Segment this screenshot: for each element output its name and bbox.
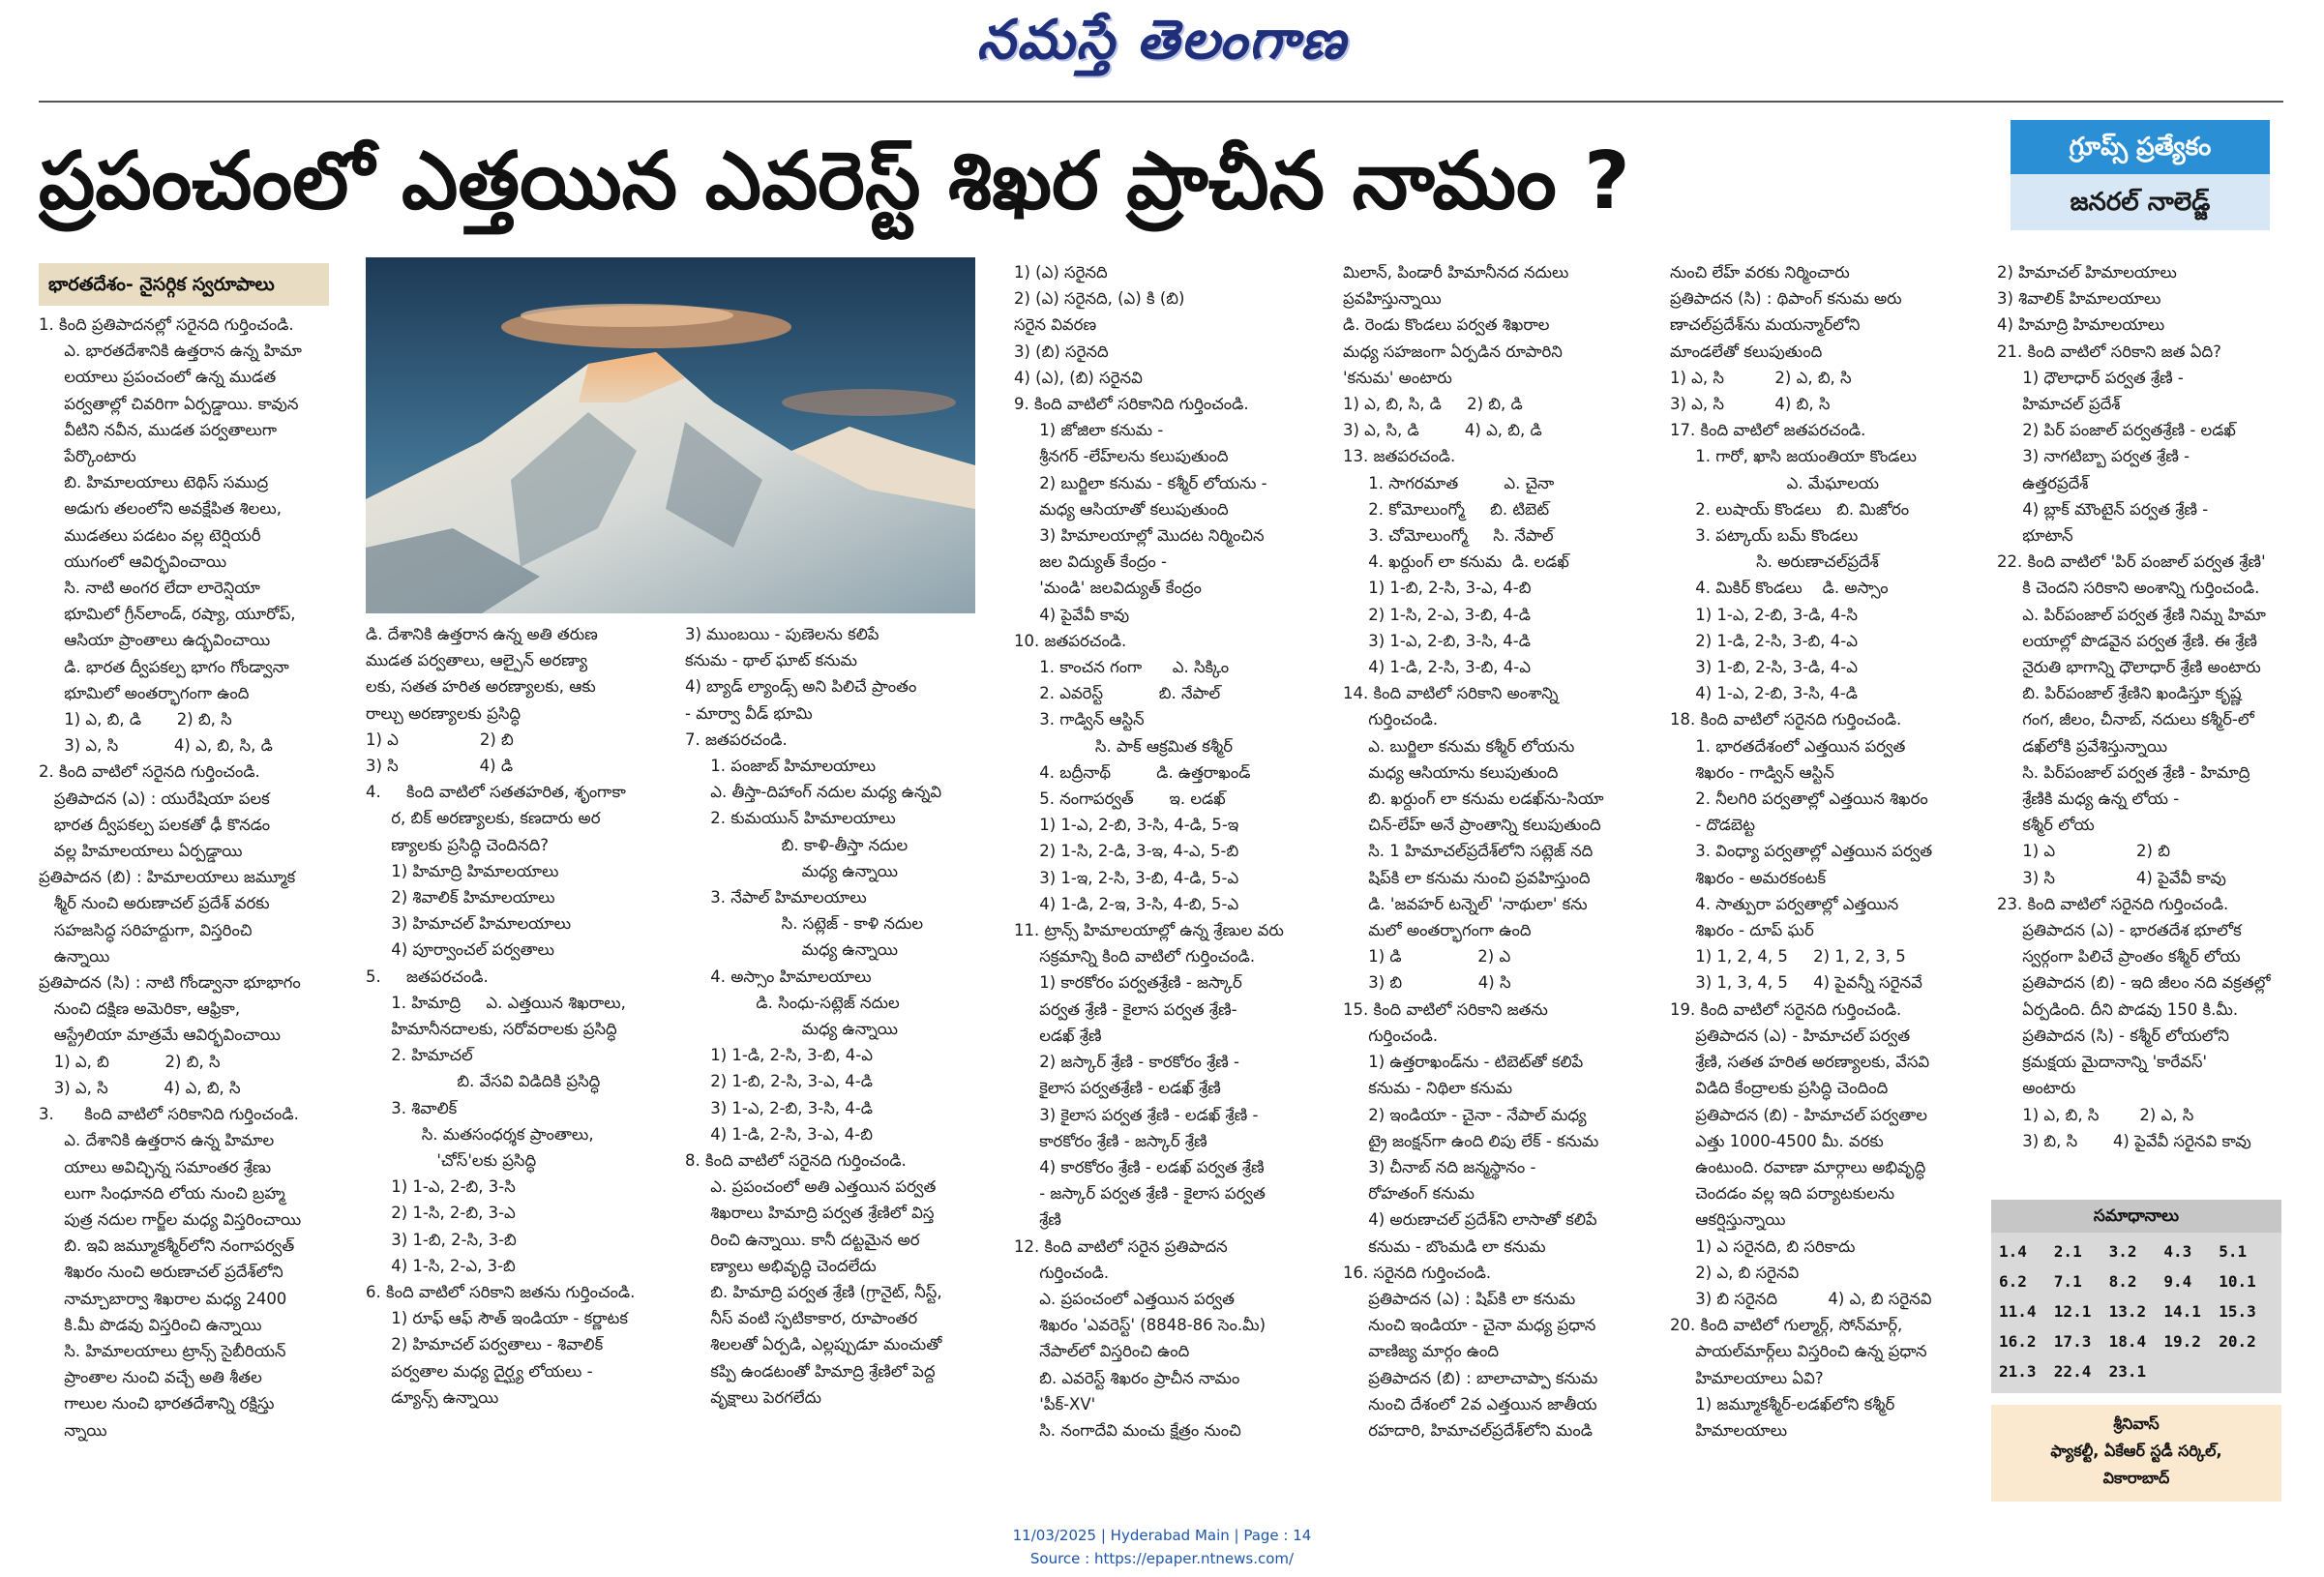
footer-source-link[interactable]: Source : https://epaper.ntnews.com/	[1029, 1550, 1295, 1567]
answer-item: 1.4	[1999, 1242, 2027, 1261]
answers-title: సమాధానాలు	[1991, 1200, 2281, 1233]
masthead	[0, 8, 2324, 85]
answer-item: 18.4	[2108, 1332, 2147, 1351]
answer-item: 4.3	[2163, 1242, 2192, 1261]
answer-item: 2.1	[2053, 1242, 2082, 1261]
answer-item: 20.2	[2219, 1332, 2256, 1351]
author-name: శ్రీనివాస్	[2113, 1414, 2160, 1433]
column-3: 3) ముంబయి - పుణెలను కలిపే కనుమ - థాల్ ఘాట్ కనుమ 4) బ్యాడ్ ల్యాండ్స్ అని పిలిచే ప్రాంతం - మార్వా వీడ్ భూమి 7. జతపరచండి. 1. పంజాబ్ హిమాలయాలు ఎ. తీస్తా-దిహాంగ్ నదుల మధ్య ఉన్నవి 2. కుమయున్ హిమాలయాలు బి. కాళి-తీస్తా నదుల మధ్య ఉన్నాయి 3. నేపాల్ హిమాలయాలు సి. సట్లెజ్ - కాళి నదుల మధ్య ఉన్నాయి 4. అస్సాం హిమాలయాలు డి. సింధు-సట్లెజ్ నదుల మధ్య ఉన్నాయి 1) 1-డి, 2-సి, 3-బి, 4-ఎ 2) 1-బి, 2-సి, 3-ఎ, 4-డి 3) 1-ఎ, 2-బి, 3-సి, 4-డి 4) 1-డి, 2-సి, 3-ఎ, 4-బి 8. కింది వాటిలో సరైనది గుర్తించండి. ఎ. ప్రపంచంలో అతి ఎత్తయిన పర్వత శిఖరాలు హిమాద్రి పర్వత శ్రేణిలో విస్త రించి ఉన్నాయి. కానీ దట్టమైన అర ణ్యాలు అభివృద్ధి చెందలేదు బి. హిమాద్రి పర్వత శ్రేణి (గ్రానైట్, నీస్ట్, నీస్ వంటి స్ఫటికాకార, రూపాంతర శిలలతో ఏర్పడి, ఎల్లప్పుడూ మంచుతో కప్పి ఉండటంతో హిమాద్రి శ్రేణిలో పెద్ద వృక్షాలు పెరగలేదు	[685, 625, 942, 1407]
answer-item: 15.3	[2219, 1302, 2256, 1321]
column-7: 2) హిమాచల్ హిమాలయాలు 3) శివాలిక్ హిమాలయాలు 4) హిమాద్రి హిమాలయాలు 21. కింది వాటిలో సరికాని జత ఏది? 1) ధౌలాధార్ పర్వత శ్రేణి - హిమాచల్ ప్రదేశ్ 2) పిర్ పంజాల్ పర్వతశ్రేణి - లడఖ్ 3) నాగటిబ్బా పర్వత శ్రేణి - ఉత్తరప్రదేశ్ 4) బ్లాక్ మౌంటైన్ పర్వత శ్రేణి - భూటాన్ 22. కింది వాటిలో 'పిర్ పంజాల్ పర్వత శ్రేణి' కి చెందని సరికాని అంశాన్ని గుర్తించండి. ఎ. పిర్‌పంజాల్ పర్వత శ్రేణి నిమ్న హిమా లయాల్లో పొడవైన పర్వత శ్రేణి. ఈ శ్రేణి నైరుతి భాగాన్ని ధౌలాధార్ శ్రేణి అంటారు బి. పిర్‌పంజాల్ శ్రేణిని ఖండిస్తూ కృష్ణ గంగ, జీలం, చీనాబ్, నదులు కశ్మీర్-లో డఖ్‌లోకి ప్రవేశిస్తున్నాయి సి. పిర్‌పంజాల్ పర్వత శ్రేణి - హిమాద్రి శ్రేణికి మధ్య ఉన్న లోయ - కశ్మీర్ లోయ 1) ఎ 2) బి 3) సి 4) పైవేవీ కావు 23. కింది వాటిలో సరైనది గుర్తించండి. ప్రతిపాదన (ఎ) - భారతదేశ భూలోక స్వర్గంగా పిలిచే ప్రాంతం కశ్మీర్ లోయ ప్రతిపాదన (బి) - ఇది జీలం నది వక్రతల్లో ఏర్పడింది. దీని పొడవు 150 కి.మీ. ప్రతిపాదన (సి) - కశ్మీర్ లోయలోని క్రమక్షయ మైదానాన్ని 'కారేవస్' అంటారు 1) ఎ, బి, సి 2) ఎ, సి 3) బి, సి 4) పైవేవీ సరైనవి కావు	[1997, 263, 2271, 1150]
answer-item: 6.2	[1999, 1272, 2027, 1291]
answer-item: 3.2	[2108, 1242, 2137, 1261]
mountain-image	[366, 257, 975, 613]
answer-item: 12.1	[2053, 1302, 2092, 1321]
answer-item: 5.1	[2219, 1242, 2248, 1261]
masthead-divider	[39, 101, 2283, 103]
tag-series: గ్రూప్స్ ప్రత్యేకం	[2011, 120, 2270, 174]
tag-topic: జనరల్ నాలెడ్జ్	[2011, 174, 2270, 230]
column-5: మిలాన్, పిండారీ హిమానీనద నదులు ప్రవహిస్తున్నాయి డి. రెండు కొండలు పర్వత శిఖరాల మధ్య సహజంగా ఏర్పడిన రూపారిని 'కనుమ' అంటారు 1) ఎ, బి, సి, డి 2) బి, డి 3) ఎ, సి, డి 4) ఎ, బి, డి 13. జతపరచండి. 1. సాగరమాత ఎ. చైనా 2. కోమోలుంగ్మో బి. టిబెట్ 3. చోమోలుంగ్మో సి. నేపాల్ 4. ఖర్దుంగ్ లా కనుమ డి. లడఖ్ 1) 1-బి, 2-సి, 3-ఎ, 4-బి 2) 1-సి, 2-ఎ, 3-బి, 4-డి 3) 1-ఎ, 2-బి, 3-సి, 4-డి 4) 1-డి, 2-సి, 3-బి, 4-ఎ 14. కింది వాటిలో సరికాని అంశాన్ని గుర్తించండి. ఎ. బుర్జిలా కనుమ కశ్మీర్ లోయను మధ్య ఆసియాను కలుపుతుంది బి. ఖర్దుంగ్ లా కనుమ లడఖ్‌ను-సియా చిన్-లేహ్ అనే ప్రాంతాన్ని కలుపుతుంది సి. 1 హిమాచల్‌ప్రదేశ్‌లోని సట్లెజ్ నది షిప్‌కి లా కనుమ నుంచి ప్రవహిస్తుంది డి. 'జవహర్ టన్నెల్' 'నాథులా' కను మలో అంతర్భాగంగా ఉంది 1) డి 2) ఎ 3) బి 4) సి 15. కింది వాటిలో సరికాని జతను గుర్తించండి. 1) ఉత్తరాఖండ్‌ను - టిబెట్‌తో కలిపే కనుమ - నిథిలా కనుమ 2) ఇండియా - చైనా - నేపాల్ మధ్య ట్రై జంక్షన్‌గా ఉంది లిపు లేక్ - కనుమ 3) చీనాబ్ నది జన్మస్థానం - రోహతంగ్ కనుమ 4) అరుణాచల్ ప్రదేశ్‌ని లాసాతో కలిపే కనుమ - బొంమడి లా కనుమ 16. సరైనది గుర్తించండి. ప్రతిపాదన (ఎ) : షిప్‌కి లా కనుమ నుంచి ఇండియా - చైనా మధ్య ప్రధాన వాణిజ్య మార్గం ఉంది ప్రతిపాదన (బి) : బాలాచాప్పా కనుమ నుంచి దేశంలో 2వ ఎత్తయిన జాతీయ రహదారి, హిమాచల్‌ప్రదేశ్‌లోని మండి	[1343, 263, 1604, 1440]
answer-item: 21.3	[1999, 1362, 2037, 1381]
everest-photo	[366, 257, 975, 613]
headline: ప్రపంచంలో ఎత్తయిన ఎవరెస్ట్ శిఖర ప్రాచీన నామం ?	[39, 135, 1630, 227]
answer-item: 22.4	[2053, 1362, 2092, 1381]
column-1: 1. కింది ప్రతిపాదనల్లో సరైనది గుర్తించండి. ఎ. భారతదేశానికి ఉత్తరాన ఉన్న హిమా లయాలు ప్రపంచంలో ఉన్న ముడత పర్వతాల్లో చివరిగా ఏర్పడ్డాయి. కావున వీటిని నవీన, ముడత పర్వతాలుగా పేర్కొంటారు బి. హిమాలయాలు టెథిస్ సముద్ర అడుగు తలంలోని అవక్షేపిత శిలలు, ముడతలు పడటం వల్ల టెర్షియరీ యుగంలో ఆవిర్భవించాయి సి. నాటి అంగర లేదా లారెన్షియా భూమిలో గ్రీన్‌లాండ్, రష్యా, యూరోప్, ఆసియా ప్రాంతాలు ఉద్భవించాయి డి. భారత ద్వీపకల్ప భాగం గోండ్వానా భూమిలో అంతర్భాగంగా ఉంది 1) ఎ, బి, డి 2) బి, సి 3) ఎ, సి 4) ఎ, బి, సి, డి 2. కింది వాటిలో సరైనది గుర్తించండి. ప్రతిపాదన (ఎ) : యురేషియా పలక భారత ద్వీపకల్ప పలకతో ఢీ కొనడం వల్ల హిమాలయాలు ఏర్పడ్డాయి ప్రతిపాదన (బి) : హిమాలయాలు జమ్మూక శ్మీర్ నుంచి అరుణాచల్ ప్రదేశ్ వరకు సహజసిద్ధ సరిహద్దుగా, విస్తరించి ఉన్నాయి ప్రతిపాదన (సి) : నాటి గోండ్వానా భూభాగం నుంచి దక్షిణ అమెరికా, ఆఫ్రికా, ఆస్ట్రేలియా మాత్రమే ఆవిర్భవించాయి 1) ఎ, బి 2) బి, సి 3) ఎ, సి 4) ఎ, బి, సి 3. కింది వాటిలో సరికానిది గుర్తించండి. ఎ. దేశానికి ఉత్తరాన ఉన్న హిమాల యాలు అవిచ్ఛిన్న సమాంతర శ్రేణు లుగా సింధూనది లోయ నుంచి బ్రహ్మ పుత్ర నదుల గార్జ్‌ల మధ్య విస్తరించాయి బి. ఇవి జమ్మూకశ్మీర్‌లోని నంగాపర్వత్ శిఖరం నుంచి అరుణాచల్ ప్రదేశ్‌లోని నామ్చాబార్వా శిఖరాల మధ్య 2400 కి.మీ పొడవు విస్తరించి ఉన్నాయి సి. హిమాలయాలు ట్రాన్స్ సైబీరియన్ ప్రాంతాల నుంచి వచ్చే అతి శీతల గాలుల నుంచి భారతదేశాన్ని రక్షిస్తు న్నాయి	[39, 315, 302, 1440]
answer-item: 17.3	[2053, 1332, 2092, 1351]
answer-item: 23.1	[2108, 1362, 2147, 1381]
answer-item: 14.1	[2163, 1302, 2201, 1321]
author-role: ఫ్యాకల్టీ, ఏకేఆర్ స్టడీ సర్కిల్,	[2050, 1442, 2222, 1460]
column-2: డి. దేశానికి ఉత్తరాన ఉన్న అతి తరుణ ముడత పర్వతాలు, ఆల్పైన్ అరణ్యా లకు, సతత హరిత అరణ్యాలకు, ఆకు రాల్చు అరణ్యాలకు ప్రసిద్ధి 1) ఎ 2) బి 3) సి 4) డి 4. కింది వాటిలో సతతహరిత, శృంగాకా ర, బిక్ అరణ్యాలకు, కణదారు అర ణ్యాలకు ప్రసిద్ధి చెందినది? 1) హిమాద్రి హిమాలయాలు 2) శివాలిక్ హిమాలయాలు 3) హిమాచల్ హిమాలయాలు 4) పూర్వాంచల్ పర్వతాలు 5. జతపరచండి. 1. హిమాద్రి ఎ. ఎత్తయిన శిఖరాలు, హిమానీనదాలకు, సరోవరాలకు ప్రసిద్ధి 2. హిమాచల్ బి. వేసవి విడిదికి ప్రసిద్ధి 3. శివాలిక్ సి. మతసంధర్శక ప్రాంతాలు, 'చోస్'లకు ప్రసిద్ధి 1) 1-ఎ, 2-బి, 3-సి 2) 1-సి, 2-బి, 3-ఎ 3) 1-బి, 2-సి, 3-బి 4) 1-సి, 2-ఎ, 3-బి 6. కింది వాటిలో సరికాని జతను గుర్తించండి. 1) రూఫ్ ఆఫ్ సౌత్ ఇండియా - కర్ణాటక 2) హిమాచల్ పర్వతాలు - శివాలిక్ పర్వతాల మధ్య దైర్ఘ్య లోయలు - డ్యూన్స్ ఉన్నాయి	[366, 625, 636, 1407]
answer-item: 8.2	[2108, 1272, 2137, 1291]
answer-item: 10.1	[2219, 1272, 2256, 1291]
answer-item: 9.4	[2163, 1272, 2192, 1291]
answer-item: 13.2	[2108, 1302, 2147, 1321]
author-credit	[1991, 1405, 2281, 1502]
answers-box	[1991, 1200, 2281, 1393]
footer-dateline: 11/03/2025 | Hyderabad Main | Page : 14	[1012, 1527, 1312, 1544]
answer-item: 16.2	[1999, 1332, 2037, 1351]
answer-item: 11.4	[1999, 1302, 2037, 1321]
category-tag	[2011, 120, 2270, 230]
answer-item: 19.2	[2163, 1332, 2201, 1351]
author-place: వికారాబాద్	[2102, 1469, 2170, 1487]
column-4: 1) (ఎ) సరైనది 2) (ఎ) సరైనది, (ఎ) కి (బి) సరైన వివరణ 3) (బి) సరైనది 4) (ఎ), (బి) సరైనవి 9. కింది వాటిలో సరికానిది గుర్తించండి. 1) జోజిలా కనుమ - శ్రీనగర్ -లేహ్‌లను కలుపుతుంది 2) బుర్జిలా కనుమ - కశ్మీర్ లోయను - మధ్య ఆసియాతో కలుపుతుంది 3) హిమాలయాల్లో మొదట నిర్మించిన జల విద్యుత్ కేంద్రం - 'మండి' జలవిద్యుత్ కేంద్రం 4) పైవేవీ కావు 10. జతపరచండి. 1. కాంచన గంగా ఎ. సిక్కిం 2. ఎవరెస్ట్ బి. నేపాల్ 3. గాడ్విన్ ఆస్టిన్ సి. పాక్ ఆక్రమిత కశ్మీర్ 4. బద్రీనాథ్ డి. ఉత్తరాఖండ్ 5. నంగాపర్వత్ ఇ. లడఖ్ 1) 1-ఎ, 2-బి, 3-సి, 4-డి, 5-ఇ 2) 1-సి, 2-డి, 3-ఇ, 4-ఎ, 5-బి 3) 1-ఇ, 2-సి, 3-బి, 4-డి, 5-ఎ 4) 1-డి, 2-ఇ, 3-సి, 4-బి, 5-ఎ 11. ట్రాన్స్ హిమాలయాల్లో ఉన్న శ్రేణుల వరు సక్రమాన్ని కింది వాటిలో గుర్తించండి. 1) కారకోరం పర్వతశ్రేణి - జస్కార్ పర్వత శ్రేణి - కైలాస పర్వత శ్రేణి- లడఖ్ శ్రేణి 2) జస్కార్ శ్రేణి - కారకోరం శ్రేణి - కైలాస పర్వతశ్రేణి - లడఖ్ శ్రేణి 3) కైలాస పర్వత శ్రేణి - లడఖ్ శ్రేణి - కారకోరం శ్రేణి - జస్కార్ శ్రేణి 4) కారకోరం శ్రేణి - లడఖ్ పర్వత శ్రేణి - జస్కార్ పర్వత శ్రేణి - కైలాస పర్వత శ్రేణి 12. కింది వాటిలో సరైన ప్రతిపాదన గుర్తించండి. ఎ. ప్రపంచంలో ఎత్తయిన పర్వత శిఖరం 'ఎవరెస్ట్' (8848-86 సెం.మీ) నేపాల్‌లో విస్తరించి ఉంది బి. ఎవరెస్ట్ శిఖరం ప్రాచీన నామం 'పీక్-XV' సి. నంగాదేవి మంచు క్షేత్రం నుంచి	[1014, 263, 1284, 1440]
column-6: నుంచి లేహ్ వరకు నిర్మించారు ప్రతిపాదన (సి) : థిపాంగ్ కనుమ అరు ణాచల్‌ప్రదేశ్‌ను మయన్మార్‌లోని మాండలే‌తో కలుపుతుంది 1) ఎ, సి 2) ఎ, బి, సి 3) ఎ, సి 4) బి, సి 17. కింది వాటిలో జతపరచండి. 1. గారో, ఖాసి జయంతియా కొండలు ఎ. మేఘాలయ 2. లుషాయ్ కొండలు బి. మిజోరం 3. పట్కాయ్ బమ్ కొండలు సి. అరుణాచల్‌ప్రదేశ్ 4. మికిర్ కొండలు డి. అస్సాం 1) 1-ఎ, 2-బి, 3-డి, 4-సి 2) 1-డి, 2-సి, 3-బి, 4-ఎ 3) 1-బి, 2-సి, 3-డి, 4-ఎ 4) 1-ఎ, 2-బి, 3-సి, 4-డి 18. కింది వాటిలో సరైనది గుర్తించండి. 1. భారతదేశంలో ఎత్తయిన పర్వత శిఖరం - గాడ్విన్ ఆస్టిన్ 2. నీలగిరి పర్వతాల్లో ఎత్తయిన శిఖరం - దొడబెట్ట 3. వింధ్యా పర్వతాల్లో ఎత్తయిన పర్వత శిఖరం - అమరకంటక్ 4. సాత్పురా పర్వతాల్లో ఎత్తయిన శిఖరం - దూప్ ఘర్ 1) 1, 2, 4, 5 2) 1, 2, 3, 5 3) 1, 3, 4, 5 4) పైవన్నీ సరైనవే 19. కింది వాటిలో సరైనది గుర్తించండి. ప్రతిపాదన (ఎ) - హిమాచల్ పర్వత శ్రేణి, సతత హరిత అరణ్యాలకు, వేసవి విడిది కేంద్రాలకు ప్రసిద్ధి చెందింది ప్రతిపాదన (బి) - హిమాచల్ పర్వతాల ఎత్తు 1000-4500 మీ. వరకు ఉంటుంది. రవాణా మార్గాలు అభివృద్ధి చెందడం వల్ల ఇది పర్యాటకులను ఆకర్షిస్తున్నాయి 1) ఎ సరైనది, బి సరికాదు 2) ఎ, బి సరైనవి 3) బి సరైనది 4) ఎ, బి సరైనవి 20. కింది వాటిలో గుల్మార్గ్, సోన్‌మార్గ్, పాయల్‌మార్గ్‌లు విస్తరించి ఉన్న ప్రధాన హిమాలయాలు ఏవి? 1) జమ్మూకశ్మీర్-లడఖ్‌లోని కశ్మీర్ హిమాలయాలు	[1670, 263, 1933, 1440]
section-label: భారతదేశం- నైసర్గిక స్వరూపాలు	[39, 263, 329, 306]
answer-item: 7.1	[2053, 1272, 2082, 1291]
answers-grid	[1991, 1233, 2281, 1390]
masthead-logo: నమస్తే తెలంగాణ	[976, 8, 1348, 72]
